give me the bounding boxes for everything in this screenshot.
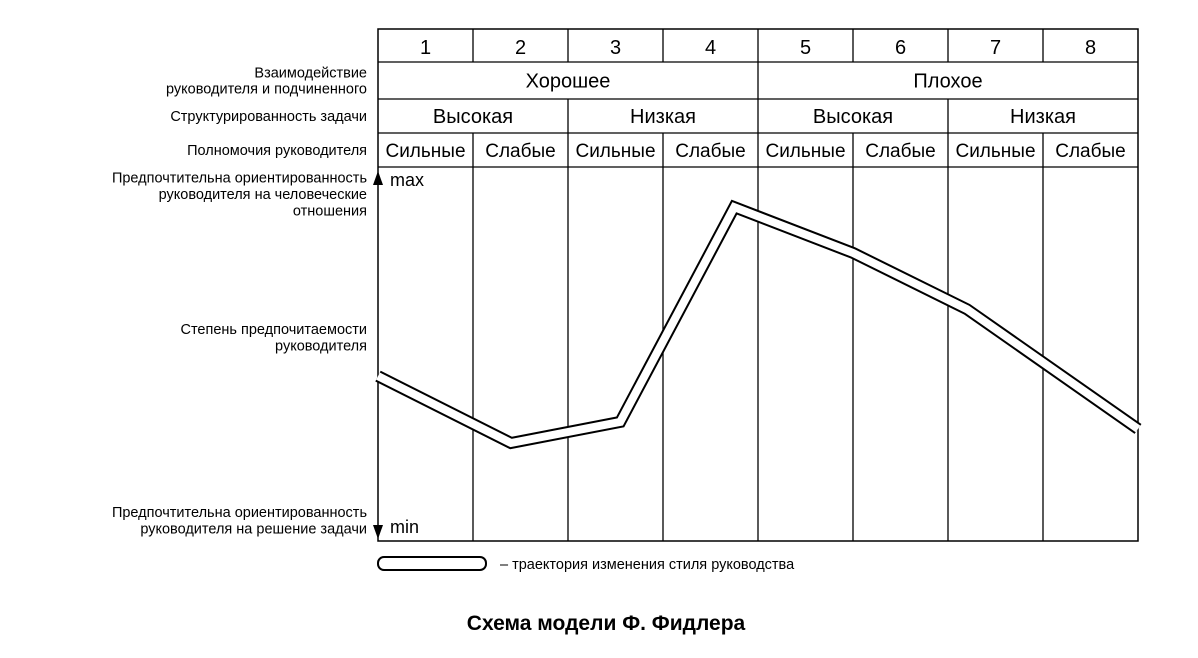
situation-number-6: 6 <box>894 37 907 59</box>
header-cell: Сильные <box>575 141 656 162</box>
header-cell: Хорошее <box>525 70 611 93</box>
y-top-label: Предпочтительна ориентированность <box>111 170 367 187</box>
y-top-label: руководителя на человеческие <box>158 187 367 203</box>
axis-max-label: max <box>390 170 425 190</box>
header-cell: Сильные <box>955 141 1036 162</box>
situation-number-1: 1 <box>419 37 432 59</box>
header-cell: Сильные <box>385 141 466 162</box>
axis-arrow-up <box>373 171 383 185</box>
header-cell: Высокая <box>432 106 514 128</box>
situation-number-4: 4 <box>704 37 717 59</box>
y-top-label: отношения <box>292 203 367 220</box>
situation-number-7: 7 <box>989 37 1002 59</box>
legend-text: – траектория изменения стиля руководства <box>500 557 795 573</box>
header-cell: Слабые <box>1055 141 1126 162</box>
header-cell: Слабые <box>485 141 556 162</box>
header-cell: Высокая <box>812 106 894 128</box>
y-middle-label: руководителя <box>275 338 367 355</box>
y-middle-label: Степень предпочитаемости <box>180 321 367 338</box>
header-cell: Низкая <box>630 106 696 128</box>
y-bottom-label: Предпочтительна ориентированность <box>111 504 367 521</box>
situation-number-3: 3 <box>609 37 622 59</box>
axis-min-label: min <box>390 517 420 537</box>
header-cell: Слабые <box>675 141 746 162</box>
row-label: Структурированность задачи <box>170 109 367 125</box>
chart-title: Схема модели Ф. Фидлера <box>466 612 746 635</box>
y-bottom-label: руководителя на решение задачи <box>140 521 367 538</box>
legend-swatch <box>378 557 486 570</box>
row-label: Взаимодействие <box>254 65 367 82</box>
row-label: руководителя и подчиненного <box>166 81 367 98</box>
situation-number-5: 5 <box>799 37 812 59</box>
header-cell: Сильные <box>765 141 846 162</box>
situation-number-2: 2 <box>514 37 527 59</box>
header-cell: Плохое <box>913 70 983 93</box>
header-cell: Низкая <box>1010 106 1076 128</box>
header-cell: Слабые <box>865 141 936 162</box>
situation-number-8: 8 <box>1084 37 1097 59</box>
axis-arrow-down <box>373 525 383 539</box>
row-label: Полномочия руководителя <box>187 143 367 159</box>
